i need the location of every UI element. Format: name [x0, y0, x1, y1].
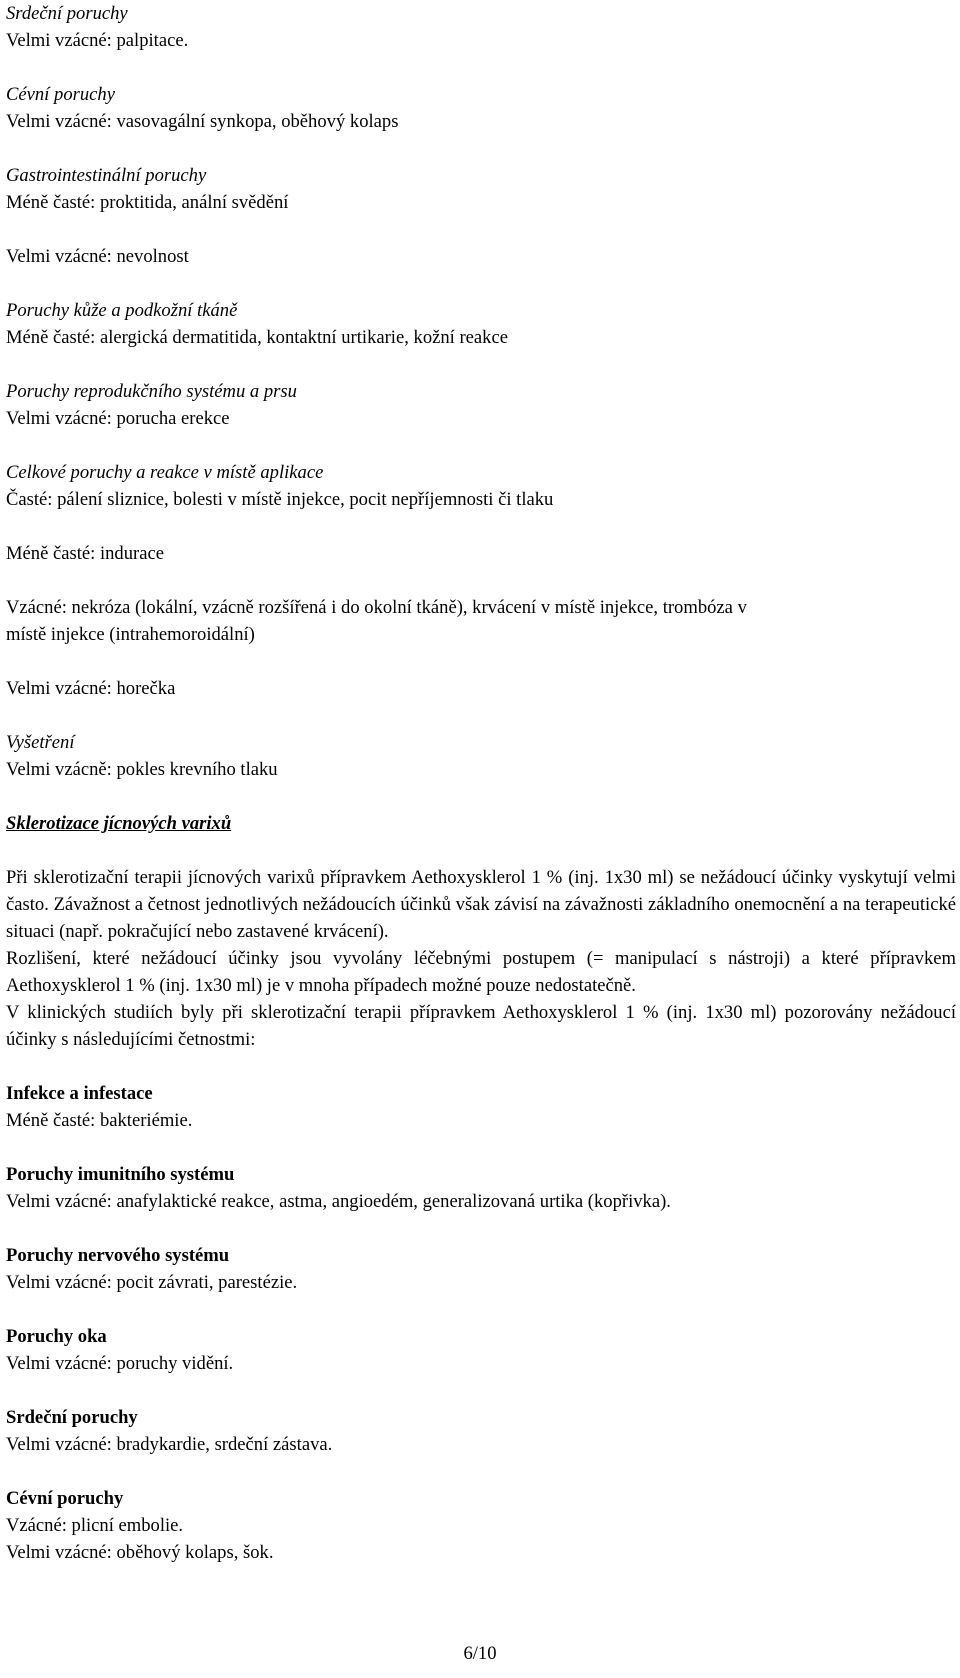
frequency-line: Velmi vzácné: nevolnost — [6, 246, 189, 267]
frequency-line: Méně časté: bakteriémie. — [6, 1110, 193, 1131]
frequency-line: Velmi vzácné: oběhový kolaps, šok. — [6, 1542, 274, 1563]
soc-heading: Cévní poruchy — [6, 84, 115, 105]
varix-paragraph-3: V klinických studiích byly při sklerotizační terapii přípravkem Aethoxysklerol 1 % (inj. 1x30 ml) pozorovány nežádoucí účinky s následujícími četnostmi: — [6, 1002, 956, 1050]
soc-section — [6, 0, 956, 54]
page-number: 6/10 — [463, 1643, 497, 1664]
soc-section — [6, 729, 956, 783]
frequency-line: Časté: pálení sliznice, bolesti v místě injekce, pocit nepříjemnosti či tlaku — [6, 489, 554, 510]
frequency-line: Velmi vzácné: porucha erekce — [6, 408, 230, 429]
frequency-line: Velmi vzácné: bradykardie, srdeční zástava. — [6, 1434, 333, 1455]
soc-section — [6, 81, 956, 135]
soc-section — [6, 594, 956, 648]
soc-heading: Gastrointestinální poruchy — [6, 165, 207, 186]
frequency-line: Velmi vzácné: palpitace. — [6, 30, 189, 51]
frequency-line: Méně časté: alergická dermatitida, kontaktní urtikarie, kožní reakce — [6, 327, 508, 348]
adverse-effects-list-part1 — [6, 0, 956, 783]
soc-section — [6, 459, 956, 513]
document-body — [6, 0, 956, 1593]
soc-section — [6, 1080, 956, 1134]
soc-section — [6, 162, 956, 216]
frequency-line: Velmi vzácné: poruchy vidění. — [6, 1353, 234, 1374]
frequency-line: Méně časté: proktitida, anální svědění — [6, 192, 289, 213]
soc-section — [6, 675, 956, 702]
frequency-line: Velmi vzácné: pocit závrati, parestézie. — [6, 1272, 298, 1293]
frequency-line: Velmi vzácné: horečka — [6, 678, 176, 699]
soc-section — [6, 1485, 956, 1566]
varix-paragraph-1: Při sklerotizační terapii jícnových varixů přípravkem Aethoxysklerol 1 % (inj. 1x30 ml) se nežádoucí účinky vyskytují velmi často. Závažnost a četnost jednotlivých nežádoucích účinků však závisí na závažnosti základního onemocnění a na terapeutické situaci (např. pokračující nebo zastavené krvácení). — [6, 867, 956, 942]
soc-section — [6, 297, 956, 351]
soc-section — [6, 1161, 956, 1215]
frequency-line: Méně časté: indurace — [6, 543, 164, 564]
soc-heading: Poruchy kůže a podkožní tkáně — [6, 300, 238, 321]
soc-heading: Poruchy oka — [6, 1326, 107, 1347]
soc-section — [6, 378, 956, 432]
soc-section — [6, 540, 956, 567]
soc-section — [6, 243, 956, 270]
varix-section — [6, 810, 956, 1053]
soc-heading: Infekce a infestace — [6, 1083, 153, 1104]
soc-heading: Poruchy reprodukčního systému a prsu — [6, 381, 297, 402]
varix-heading: Sklerotizace jícnových varixů — [6, 813, 232, 834]
soc-heading: Srdeční poruchy — [6, 1407, 138, 1428]
soc-section — [6, 1242, 956, 1296]
frequency-line: místě injekce (intrahemoroidální) — [6, 624, 255, 645]
soc-heading: Poruchy imunitního systému — [6, 1164, 235, 1185]
frequency-line: Velmi vzácně: pokles krevního tlaku — [6, 759, 278, 780]
soc-heading: Vyšetření — [6, 732, 75, 753]
soc-heading: Poruchy nervového systému — [6, 1245, 230, 1266]
varix-paragraph-2: Rozlišení, které nežádoucí účinky jsou vyvolány léčebnými postupem (= manipulací s nástroji) a které přípravkem Aethoxysklerol 1 % (inj. 1x30 ml) je v mnoha případech možné pouze nedostatečně. — [6, 948, 956, 996]
frequency-line: Vzácné: nekróza (lokální, vzácně rozšířená i do okolní tkáně), krvácení v místě injekce, trombóza v — [6, 597, 747, 618]
soc-heading: Celkové poruchy a reakce v místě aplikace — [6, 462, 324, 483]
soc-section — [6, 1323, 956, 1377]
soc-section — [6, 1404, 956, 1458]
frequency-line: Velmi vzácné: vasovagální synkopa, oběhový kolaps — [6, 111, 399, 132]
frequency-line: Velmi vzácné: anafylaktické reakce, astma, angioedém, generalizovaná urtika (kopřivka). — [6, 1191, 671, 1212]
soc-heading: Cévní poruchy — [6, 1488, 124, 1509]
frequency-line: Vzácné: plicní embolie. — [6, 1515, 184, 1536]
soc-heading: Srdeční poruchy — [6, 3, 128, 24]
adverse-effects-list-part2 — [6, 1080, 956, 1566]
